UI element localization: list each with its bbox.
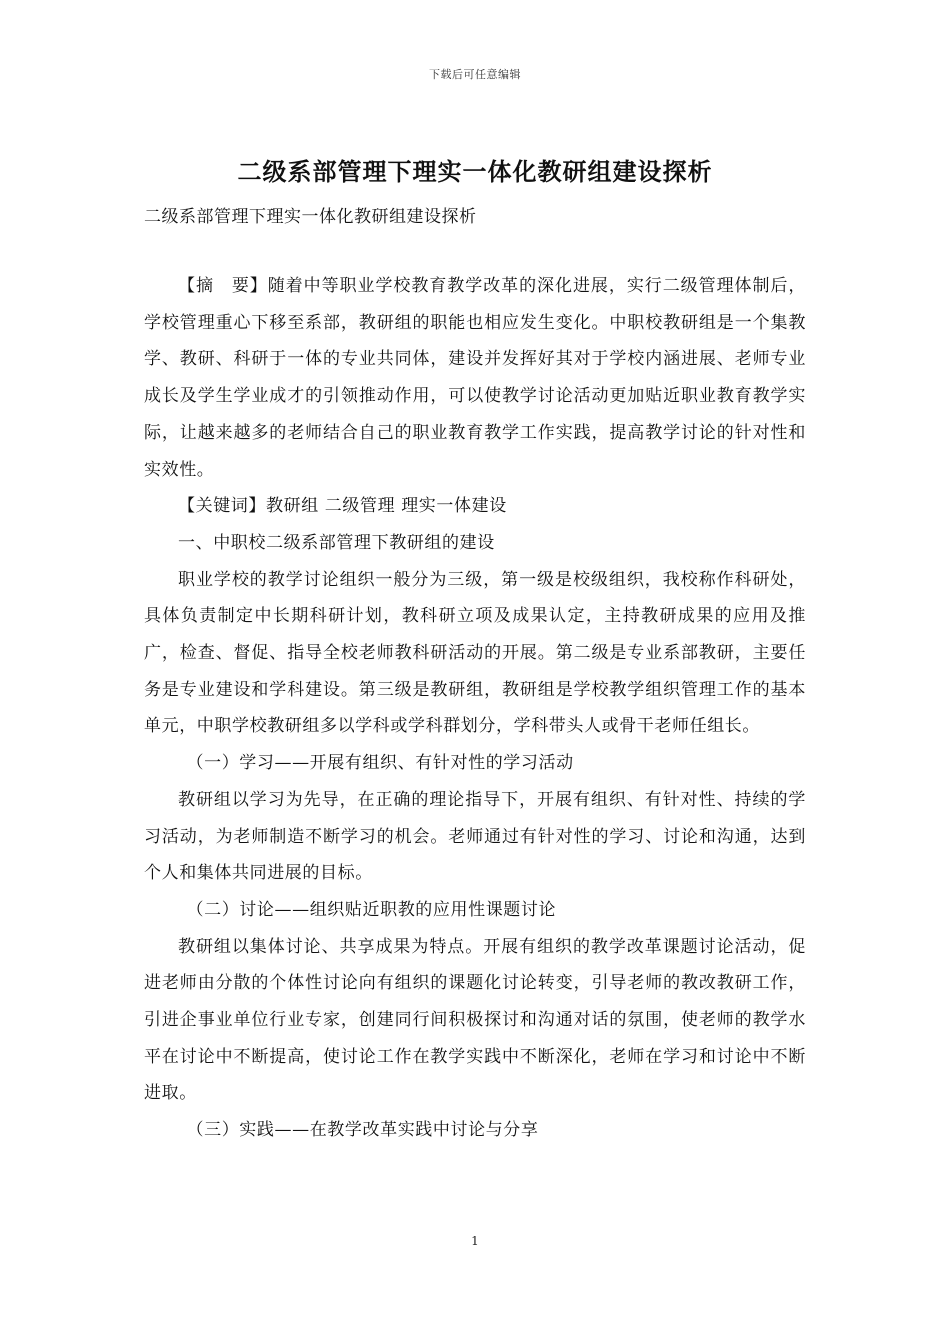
- document-body: [144, 268, 806, 1149]
- keywords-paragraph: 【关键词】教研组 二级管理 理实一体建设: [178, 496, 507, 517]
- abstract-paragraph: 【摘 要】随着中等职业学校教育教学改革的深化进展，实行二级管理体制后，学校管理重心下移至系部，教研组的职能也相应发生变化。中职校教研组是一个集教学、教研、科研于一体的专业共同体，建设并发挥好其对于学校内涵进展、老师专业成长及学生学业成才的引领推动作用，可以使教学讨论活动更加贴近职业教育教学实际，让越来越多的老师结合自己的职业教育教学工作实践，提高教学讨论的针对性和实效性。: [144, 276, 806, 480]
- section-body-1: 职业学校的教学讨论组织一般分为三级，第一级是校级组织，我校称作科研处，具体负责制定中长期科研计划，教科研立项及成果认定，主持教研成果的应用及推广，检查、督促、指导全校老师教科研活动的开展。第二级是专业系部教研，主要任务是专业建设和学科建设。第三级是教研组，教研组是学校教学组织管理工作的基本单元，中职学校教研组多以学科或学科群划分，学科带头人或骨干老师任组长。: [144, 569, 806, 737]
- page-header-note: 下载后可任意编辑: [429, 68, 521, 81]
- document-subtitle: 二级系部管理下理实一体化教研组建设探析: [144, 207, 477, 227]
- subsection-heading-3: （三）实践——在教学改革实践中讨论与分享: [186, 1120, 539, 1141]
- subsection-body-2: 教研组以集体讨论、共享成果为特点。开展有组织的教学改革课题讨论活动，促进老师由分散的个体性讨论向有组织的课题化讨论转变，引导老师的教改教研工作，引进企事业单位行业专家，创建同行间积极探讨和沟通对话的氛围，使老师的教学水平在讨论中不断提高，使讨论工作在教学实践中不断深化，老师在学习和讨论中不断进取。: [144, 936, 806, 1104]
- page-number: 1: [471, 1234, 479, 1248]
- subsection-body-1: 教研组以学习为先导，在正确的理论指导下，开展有组织、有针对性、持续的学习活动，为老师制造不断学习的机会。老师通过有针对性的学习、讨论和沟通，达到个人和集体共同进展的目标。: [144, 789, 806, 884]
- subsection-heading-1: （一）学习——开展有组织、有针对性的学习活动: [186, 753, 574, 774]
- section-heading-1: 一、中职校二级系部管理下教研组的建设: [178, 532, 495, 553]
- document-title: 二级系部管理下理实一体化教研组建设探析: [237, 157, 713, 186]
- subsection-heading-2: （二）讨论——组织贴近职教的应用性课题讨论: [186, 899, 557, 920]
